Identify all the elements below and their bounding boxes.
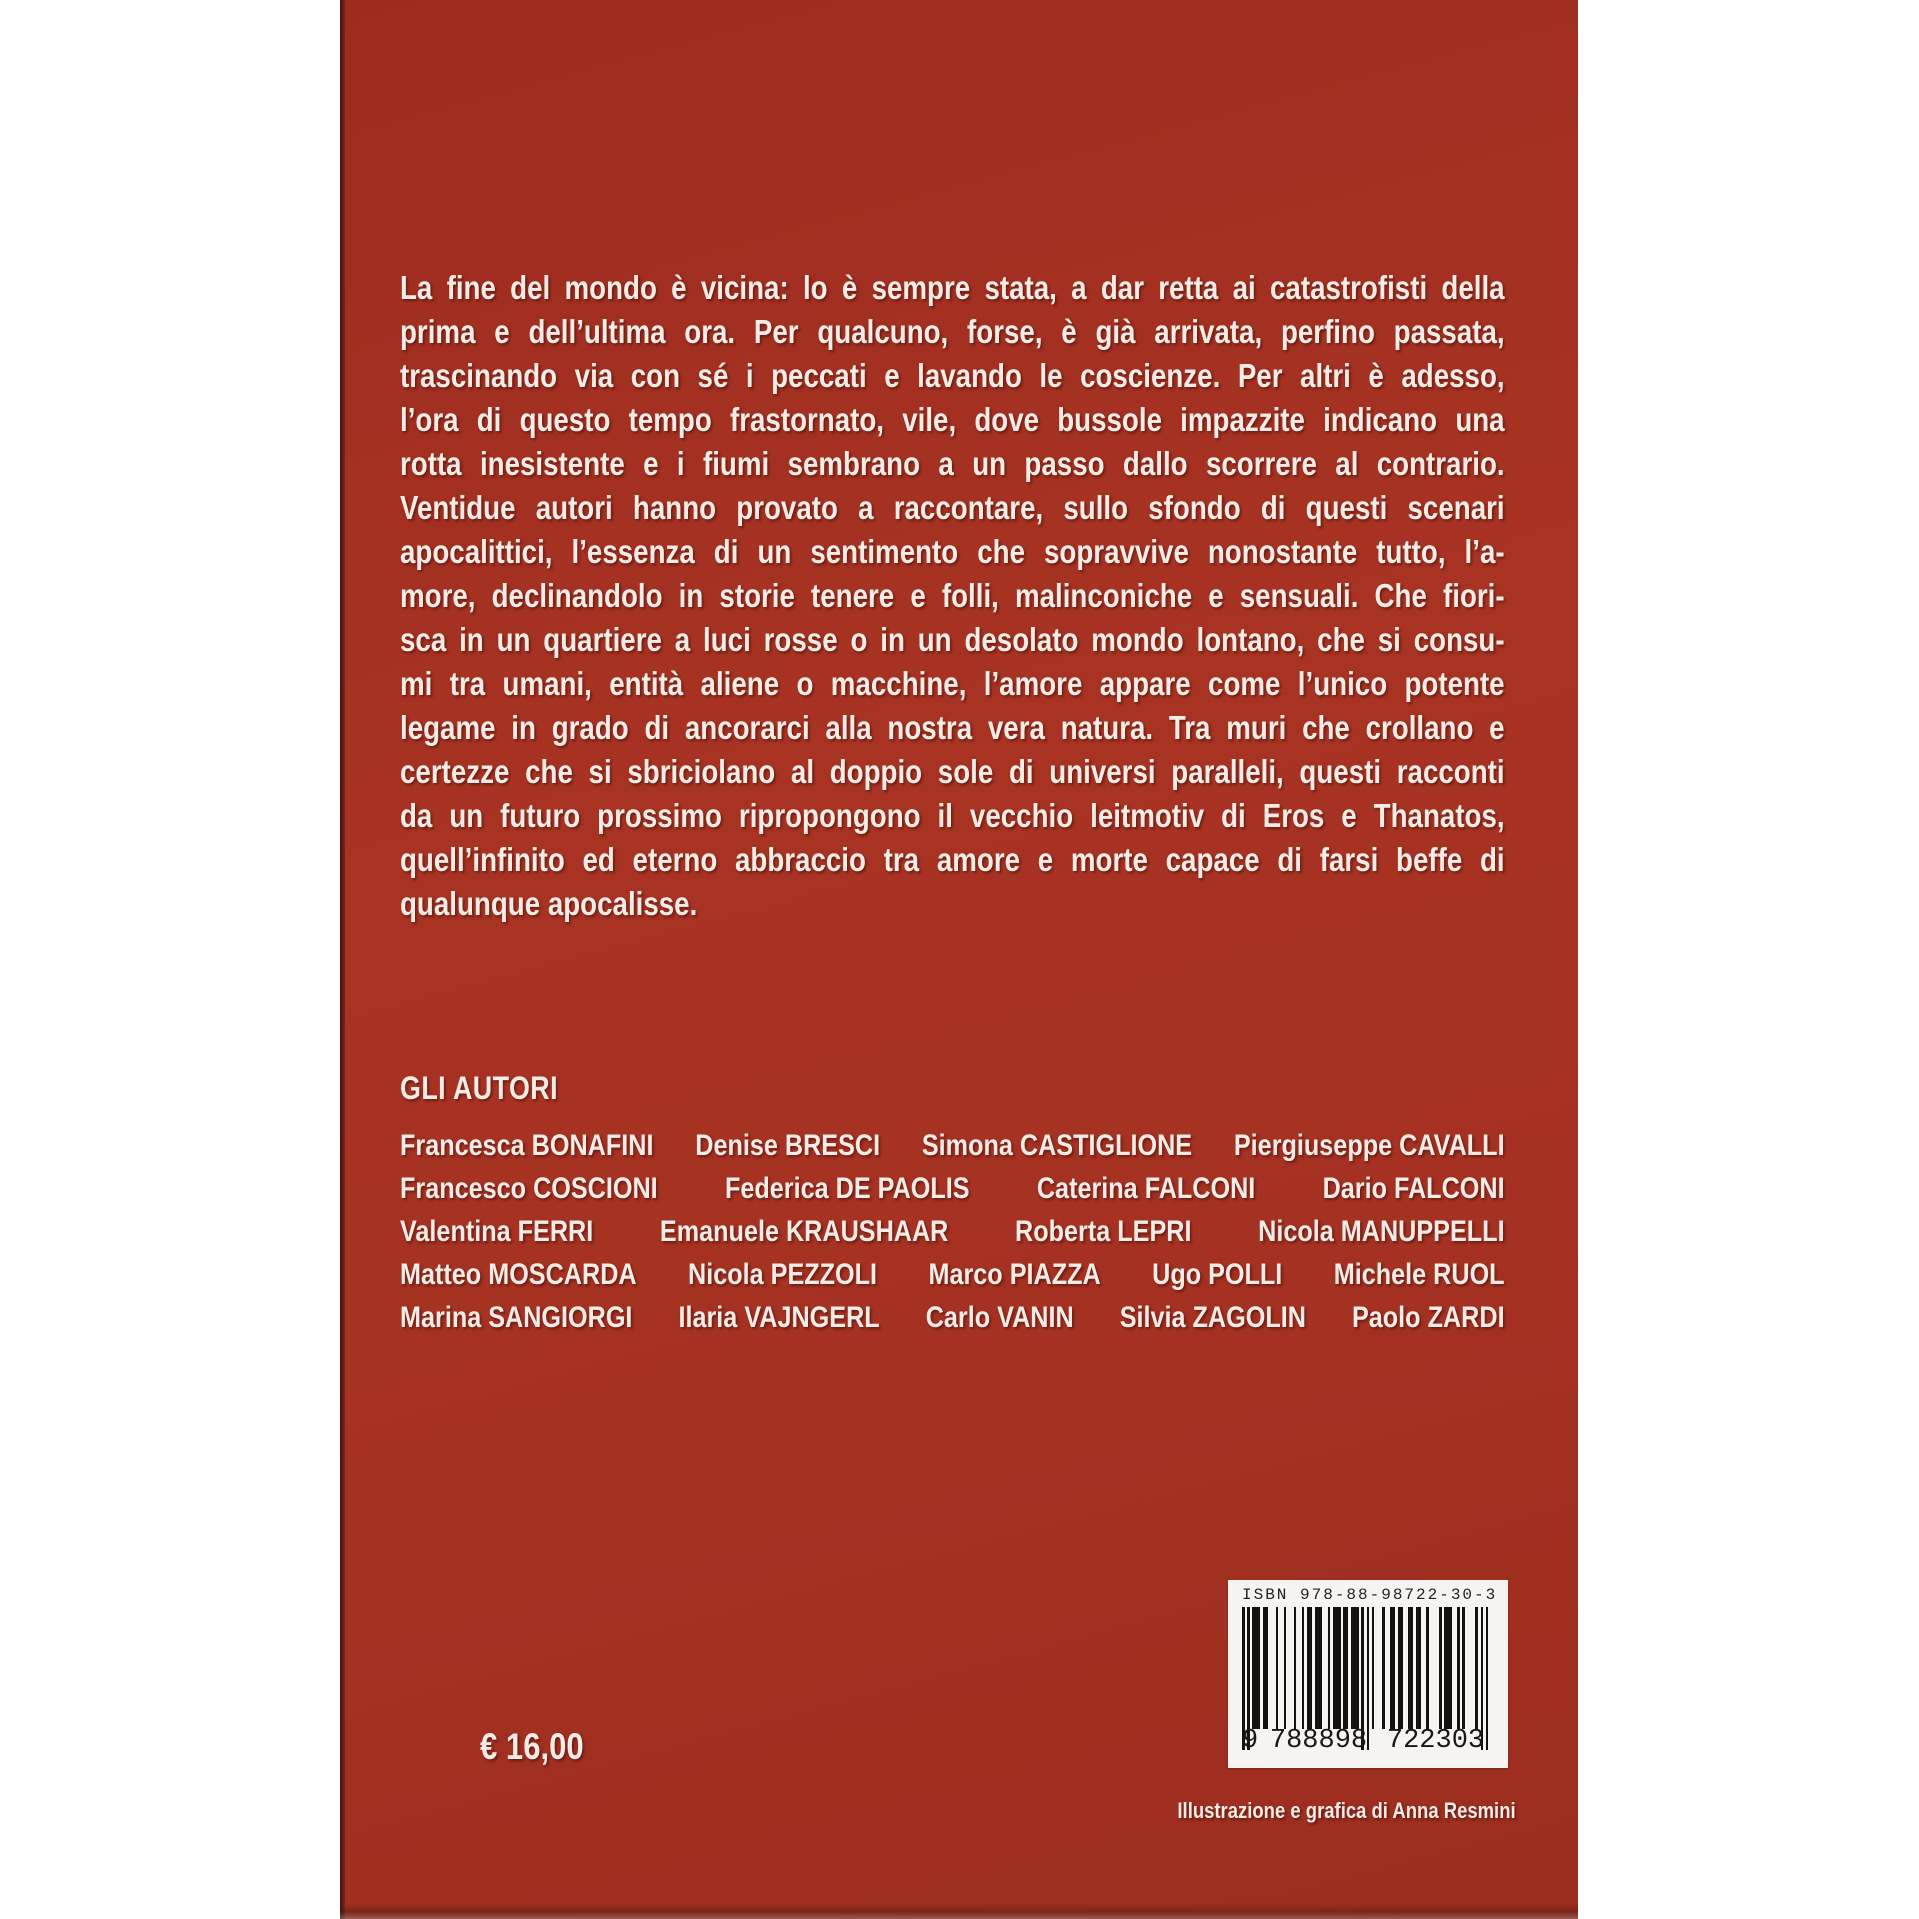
author-row xyxy=(400,1296,1505,1339)
blurb-line: legame in grado di ancorarci alla nostra vera natura. Tra muri che crollano e xyxy=(400,709,1505,746)
barcode xyxy=(1228,1580,1508,1768)
author-name: Nicola PEZZOLI xyxy=(688,1258,878,1291)
author-name: Matteo MOSCARDA xyxy=(400,1258,637,1291)
credit-label: Illustrazione e grafica di Anna Resmini xyxy=(1177,1798,1516,1823)
blurb-line: l’ora di questo tempo frastornato, vile, dove bussole impazzite indicano una xyxy=(400,401,1505,438)
author-name: Federica DE PAOLIS xyxy=(724,1172,970,1205)
blurb-line: more, declinandolo in storie tenere e folli, malinconiche e sensuali. Che fiori- xyxy=(400,577,1505,614)
blurb-line: Ventidue autori hanno provato a raccontare, sullo sfondo di questi scenari xyxy=(400,489,1505,526)
author-row xyxy=(400,1253,1505,1296)
author-name: Francesca BONAFINI xyxy=(400,1129,654,1162)
barcode-digit-lead: 9 xyxy=(1242,1726,1259,1756)
isbn-label: ISBN 978-88-98722-30-3 xyxy=(1242,1586,1498,1604)
author-name: Piergiuseppe CAVALLI xyxy=(1233,1129,1505,1162)
book-back-cover xyxy=(340,0,1578,1919)
author-name: Emanuele KRAUSHAAR xyxy=(659,1215,949,1248)
author-row xyxy=(400,1210,1505,1253)
author-name: Michele RUOL xyxy=(1333,1258,1505,1291)
blurb-line: prima e dell’ultima ora. Per qualcuno, forse, è già arrivata, perfino passata, xyxy=(400,313,1505,350)
blurb-text xyxy=(400,266,1505,926)
author-name: Silvia ZAGOLIN xyxy=(1119,1301,1306,1334)
author-name: Carlo VANIN xyxy=(925,1301,1074,1334)
author-row xyxy=(400,1167,1505,1210)
blurb-line: quell’infinito ed eterno abbraccio tra amore e morte capace di farsi beffe di xyxy=(400,841,1505,878)
blurb-line: qualunque apocalisse. xyxy=(400,885,698,922)
author-name: Roberta LEPRI xyxy=(1015,1215,1192,1248)
author-name: Caterina FALCONI xyxy=(1036,1172,1256,1205)
blurb-line: rotta inesistente e i fiumi sembrano a un passo dallo scorrere al contrario. xyxy=(400,445,1505,482)
author-name: Denise BRESCI xyxy=(695,1129,881,1162)
barcode-digit-group1: 788898 xyxy=(1269,1726,1368,1756)
blurb-line: La fine del mondo è vicina: lo è sempre stata, a dar retta ai catastrofisti della xyxy=(400,269,1505,306)
author-name: Dario FALCONI xyxy=(1322,1172,1505,1205)
blurb-line: trascinando via con sé i peccati e lavando le coscienze. Per altri è adesso, xyxy=(400,357,1505,394)
author-name: Ugo POLLI xyxy=(1152,1258,1283,1291)
barcode-digit-group2: 722303 xyxy=(1386,1726,1485,1756)
price-label: € 16,00 xyxy=(480,1726,584,1767)
blurb-line: da un futuro prossimo ripropongono il vecchio leitmotiv di Eros e Thanatos, xyxy=(400,797,1505,834)
author-name: Nicola MANUPPELLI xyxy=(1258,1215,1505,1248)
blurb-line: mi tra umani, entità aliene o macchine, l’amore appare come l’unico potente xyxy=(400,665,1505,702)
blurb-line: apocalittici, l’essenza di un sentimento che sopravvive nonostante tutto, l’a- xyxy=(400,533,1505,570)
author-name: Valentina FERRI xyxy=(400,1215,594,1248)
author-name: Marina SANGIORGI xyxy=(400,1301,633,1334)
barcode-digits xyxy=(1242,1728,1494,1754)
author-name: Francesco COSCIONI xyxy=(400,1172,658,1205)
author-name: Paolo ZARDI xyxy=(1351,1301,1505,1334)
cover-bottom-edge xyxy=(340,1903,1578,1919)
author-name: Simona CASTIGLIONE xyxy=(921,1129,1193,1162)
authors-heading: GLI AUTORI xyxy=(400,1070,559,1106)
cover-left-edge xyxy=(340,0,345,1919)
authors-list xyxy=(400,1124,1505,1339)
author-name: Ilaria VAJNGERL xyxy=(678,1301,880,1334)
blurb-line: certezze che si sbriciolano al doppio sole di universi paralleli, questi racconti xyxy=(400,753,1505,790)
author-row xyxy=(400,1124,1505,1167)
blurb-line: sca in un quartiere a luci rosse o in un desolato mondo lontano, che si consu- xyxy=(400,621,1505,658)
author-name: Marco PIAZZA xyxy=(928,1258,1101,1291)
